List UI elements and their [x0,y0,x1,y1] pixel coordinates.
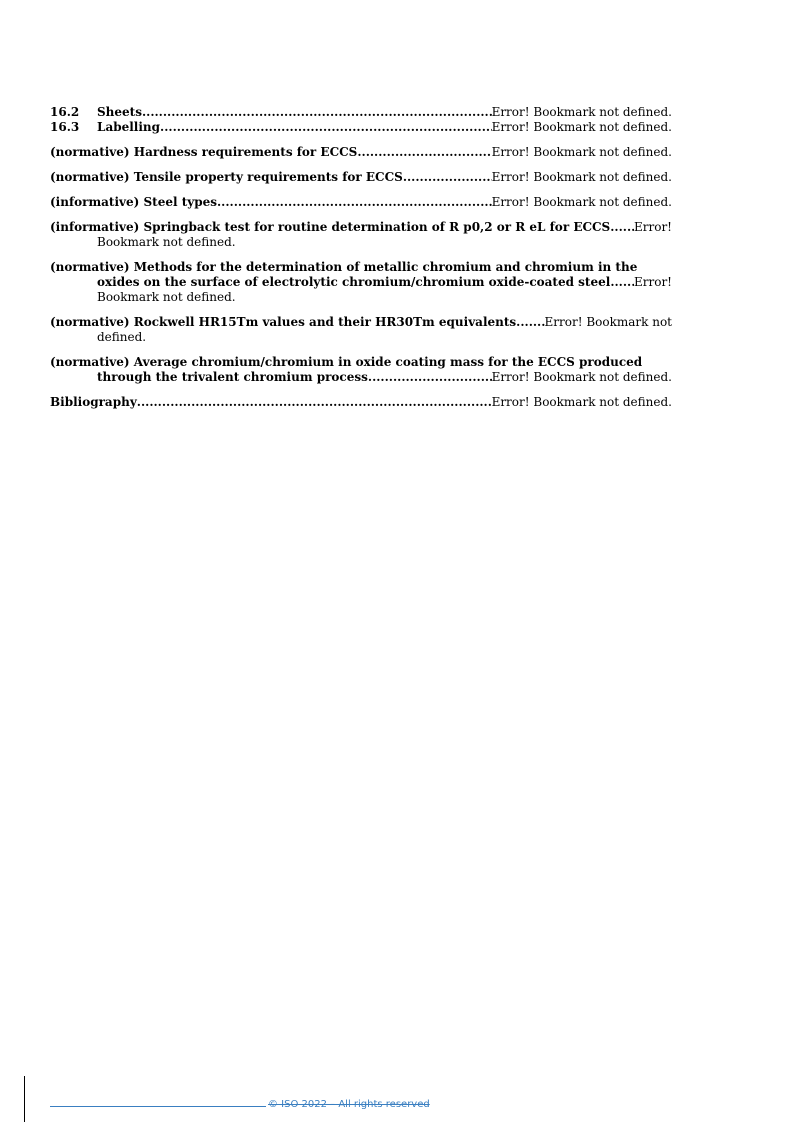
toc-entry-number: 16.3 [50,120,80,134]
toc-leader-dots [142,105,492,120]
toc-leader-dots [610,275,634,290]
toc-entry-title: (informative) Springback test for routine determination of R p0,2 or R eL for ECCS [50,220,611,234]
toc-entry-number: 16.2 [50,105,80,119]
toc-leader-dots [610,220,634,235]
toc-entry-page-ref: Error! Bookmark not defined. [491,170,672,184]
toc-entry-title: (normative) Rockwell HR15Tm values and their HR30Tm equivalents [50,315,517,329]
toc-entry-annex-tensile[interactable] [50,170,672,185]
toc-leader-dots [217,195,492,210]
toc-entry-title: (normative) Tensile property requirements for ECCS [50,170,403,184]
toc-leader-dots [137,395,492,410]
toc-leader-dots [357,145,491,160]
toc-entry-title: (informative) Steel types [50,195,217,209]
toc-entry-annex-springback[interactable] [50,220,672,250]
toc-entry-annex-steel-types[interactable] [50,195,672,210]
toc-entry-title-continued: through the trivalent chromium process [97,370,368,384]
toc-entry-page-ref: Error! Bookmark not [544,315,672,329]
toc-entry-annex-rockwell[interactable] [50,315,672,345]
toc-entry-page-ref: Error! [633,220,672,234]
toc-entry-page-ref-continued: Bookmark not defined. [97,290,236,304]
toc-entry-16-3[interactable] [50,120,672,135]
toc-entry-bibliography[interactable] [50,395,672,410]
table-of-contents [50,105,672,410]
toc-entry-title: (normative) Average chromium/chromium in oxide coating mass for the ECCS produced [50,355,643,369]
toc-entry-annex-hardness[interactable] [50,145,672,160]
toc-leader-dots [403,170,492,185]
toc-leader-dots [160,120,492,135]
toc-entry-page-ref: Error! Bookmark not defined. [491,395,672,409]
toc-entry-page-ref: Error! Bookmark not defined. [491,195,672,209]
page-margin-bar [24,1076,25,1122]
toc-leader-dots [368,370,492,385]
toc-entry-title: Sheets [97,105,142,119]
toc-entry-annex-chromium-methods[interactable] [50,260,672,305]
toc-entry-title-continued: oxides on the surface of electrolytic chromium/chromium oxide-coated steel [97,275,611,289]
toc-entry-page-ref-continued: Bookmark not defined. [97,235,236,249]
toc-entry-16-2[interactable] [50,105,672,120]
toc-entry-title: (normative) Hardness requirements for ECCS [50,145,358,159]
toc-entry-page-ref: Error! Bookmark not defined. [491,105,672,119]
toc-entry-page-ref-continued: defined. [97,330,147,344]
toc-entry-annex-coating-mass[interactable] [50,355,672,385]
toc-entry-title: Labelling [97,120,161,134]
toc-entry-page-ref: Error! Bookmark not defined. [491,120,672,134]
footer-rule [50,1106,266,1107]
toc-entry-page-ref: Error! Bookmark not defined. [491,145,672,159]
toc-entry-page-ref: Error! Bookmark not defined. [491,370,672,384]
toc-entry-page-ref: Error! [633,275,672,289]
toc-entry-title: Bibliography [50,395,137,409]
toc-leader-dots [516,315,544,330]
footer-copyright: © ISO 2022 – All rights reserved [268,1099,430,1110]
toc-entry-title: (normative) Methods for the determination of metallic chromium and chromium in the [50,260,638,274]
